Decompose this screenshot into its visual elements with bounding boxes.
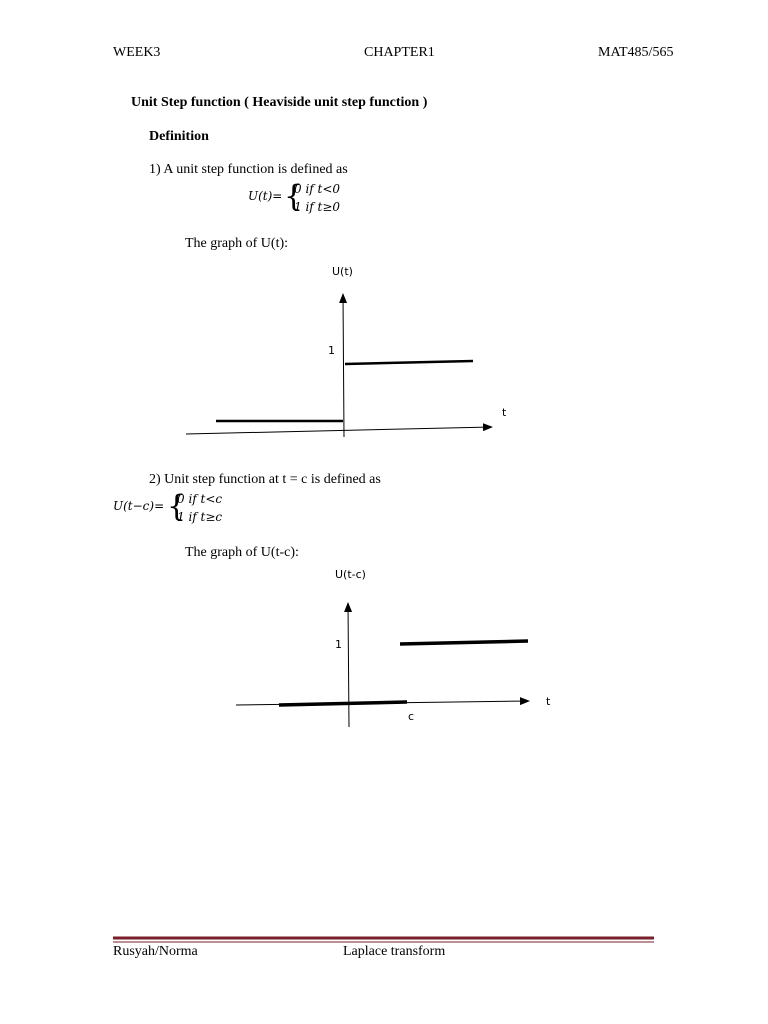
item1-graph-caption: The graph of U(t): [185, 236, 289, 251]
graph2-level-label: 1 [335, 638, 342, 651]
graph2-y-label: U(t-c) [335, 568, 366, 581]
graph2 [236, 603, 529, 727]
item2-case1: 0 if t<c [177, 492, 223, 506]
graph1-x-label: t [502, 406, 507, 419]
item1-case1: 0 if t<0 [294, 182, 341, 196]
item2-case2: 1 if t≥c [177, 510, 223, 524]
graph1-y-axis [343, 294, 344, 437]
graph2-y-axis [348, 603, 349, 727]
item1-text: 1) A unit step function is defined as [149, 162, 348, 177]
graph1-x-axis [186, 427, 492, 434]
item2-graph-caption: The graph of U(t-c): [185, 545, 299, 560]
header-week: WEEK3 [113, 45, 161, 60]
section-title: Unit Step function ( Heaviside unit step function ) [131, 95, 428, 110]
item2-brace: { [167, 489, 187, 524]
graph1-one-segment [345, 361, 473, 364]
graph1-level-label: 1 [328, 344, 335, 357]
footer-authors: Rusyah/Norma [113, 944, 198, 959]
footer-topic: Laplace transform [343, 944, 446, 959]
header-chapter: CHAPTER1 [364, 45, 435, 60]
graph2-x-label: t [546, 695, 551, 708]
footer-rule [113, 938, 654, 942]
item2-lhs: U(t−c)= [113, 499, 165, 513]
item2-text: 2) Unit step function at t = c is defined as [149, 472, 381, 487]
graph1-y-label: U(t) [332, 265, 353, 278]
subsection-title: Definition [149, 129, 209, 144]
graph2-zero-segment [279, 702, 407, 705]
graph2-c-label: c [408, 710, 415, 723]
graph1 [186, 294, 492, 437]
item1-brace: { [284, 179, 304, 214]
graph2-one-segment [400, 641, 528, 644]
item1-case2: 1 if t≥0 [294, 200, 341, 214]
header-course: MAT485/565 [598, 45, 674, 60]
item1-lhs: U(t)= [248, 189, 283, 203]
